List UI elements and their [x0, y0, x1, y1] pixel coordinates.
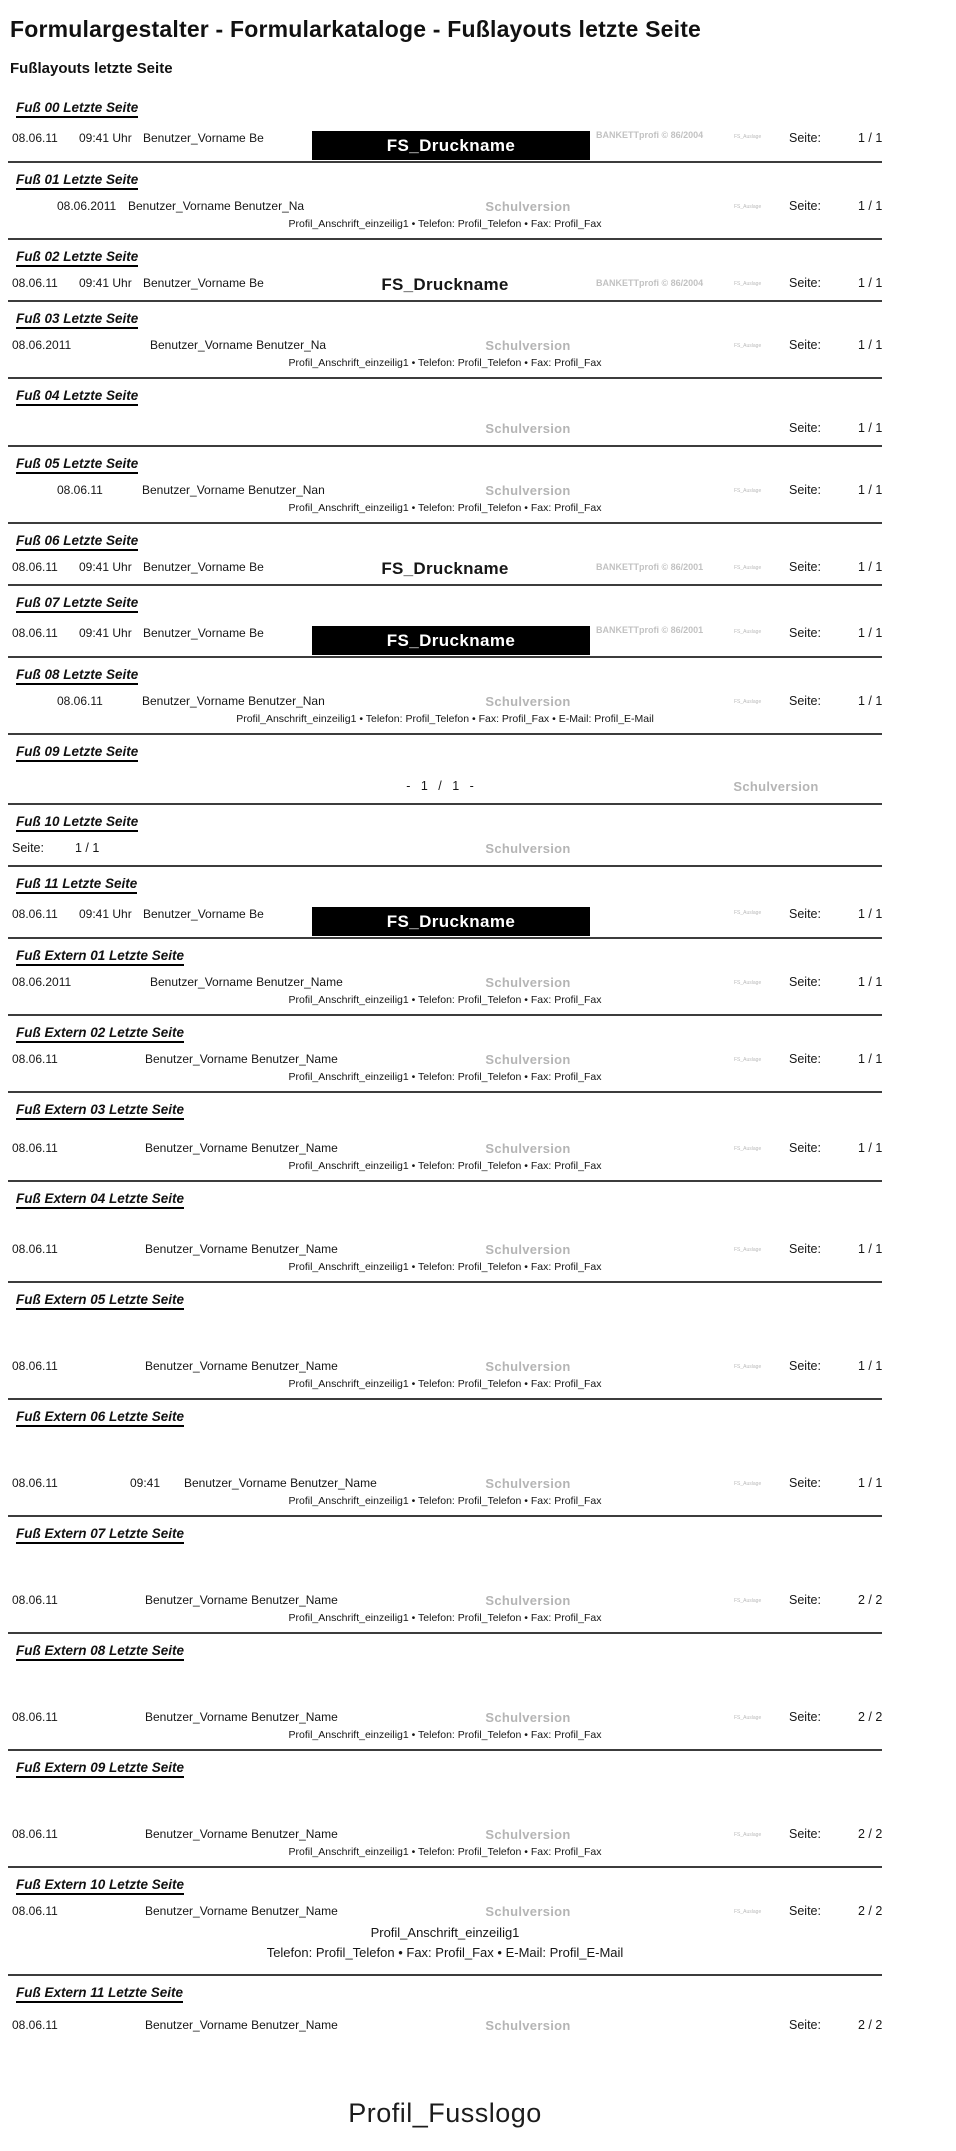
- seite-label: Seite:: [789, 131, 821, 145]
- watermark-text: Schulversion: [485, 483, 571, 498]
- footer-sample-row: [0, 973, 956, 991]
- small-print: FS_Auslage: [734, 281, 762, 287]
- section-fuss-00: [0, 91, 956, 163]
- watermark-text: Schulversion: [485, 975, 571, 990]
- footer-sample-row: [0, 618, 956, 648]
- user-text: Benutzer_Vorname Benutzer_Name: [145, 1593, 338, 1607]
- section-title: Fuß Extern 10 Letzte Seite: [16, 1877, 184, 1895]
- small-print: FS_Auslage: [734, 1909, 762, 1915]
- page-value: 2 / 2: [858, 2018, 883, 2032]
- user-text: Benutzer_Vorname Benutzer_Name: [145, 1141, 338, 1155]
- page-value: 1 / 1: [858, 1476, 883, 1490]
- druckname-text: FS_Druckname: [381, 559, 509, 578]
- user-text: Benutzer_Vorname Benutzer_Name: [145, 1710, 338, 1724]
- section-title: Fuß 01 Letzte Seite: [16, 172, 138, 190]
- watermark-text: Schulversion: [733, 779, 819, 794]
- watermark-text: Schulversion: [485, 199, 571, 214]
- watermark-text: Schulversion: [485, 1242, 571, 1257]
- watermark-text: Schulversion: [485, 2018, 571, 2033]
- date-text: 08.06.11: [12, 1904, 58, 1918]
- section-fuss-10: [0, 805, 956, 867]
- section-title: Fuß Extern 02 Letzte Seite: [16, 1025, 184, 1043]
- small-print: FS_Auslage: [734, 488, 762, 494]
- user-text: Benutzer_Vorname Be: [143, 276, 264, 290]
- footer-sample-row: [0, 1139, 956, 1157]
- watermark-text: Schulversion: [485, 1827, 571, 1842]
- watermark-text: Schulversion: [485, 1476, 571, 1491]
- page-value: 1 / 1: [858, 1242, 883, 1256]
- footer-sample-row: [0, 336, 956, 354]
- seite-label: Seite:: [12, 841, 44, 855]
- section-title: Fuß Extern 09 Letzte Seite: [16, 1760, 184, 1778]
- profile-line: Profil_Anschrift_einzeilig1 • Telefon: Profil_Telefon • Fax: Profil_Fax: [288, 1160, 602, 1172]
- section-fuss-01: [0, 163, 956, 240]
- section-fuss-04: [0, 379, 956, 447]
- user-text: Benutzer_Vorname Benutzer_Na: [128, 199, 305, 213]
- watermark-text: Schulversion: [485, 1904, 571, 1919]
- section-fuss-extern-01: [0, 939, 956, 1016]
- footer-layout-list: [0, 91, 956, 2151]
- user-text: Benutzer_Vorname Be: [143, 907, 264, 921]
- section-title: Fuß Extern 08 Letzte Seite: [16, 1643, 184, 1661]
- footer-sample-row: [0, 1240, 956, 1258]
- section-title: Fuß 09 Letzte Seite: [16, 744, 138, 762]
- section-fuss-03: [0, 302, 956, 379]
- time-text: 09:41 Uhr: [79, 131, 132, 145]
- section-fuss-extern-07: [0, 1517, 956, 1634]
- small-print: FS_Auslage: [734, 699, 762, 705]
- druckname-box: FS_Druckname: [312, 131, 590, 160]
- seite-label: Seite:: [789, 1904, 821, 1918]
- seite-label: Seite:: [789, 626, 821, 640]
- section-title: Fuß 00 Letzte Seite: [16, 100, 138, 118]
- date-text: 08.06.11: [12, 1476, 58, 1490]
- page-value: 2 / 2: [858, 1904, 883, 1918]
- small-print: FS_Auslage: [734, 1364, 762, 1370]
- section-fuss-extern-10: [0, 1868, 956, 1976]
- date-text: 08.06.11: [12, 560, 58, 574]
- seite-label: Seite:: [789, 1476, 821, 1490]
- section-fuss-extern-06: [0, 1400, 956, 1517]
- section-title: Fuß 10 Letzte Seite: [16, 814, 138, 832]
- date-text: 08.06.11: [57, 694, 103, 708]
- user-text: Benutzer_Vorname Benutzer_Name: [145, 1904, 338, 1918]
- date-text: 08.06.11: [12, 1141, 58, 1155]
- watermark-text: Schulversion: [485, 1359, 571, 1374]
- seite-label: Seite:: [789, 1052, 821, 1066]
- section-title: Fuß 02 Letzte Seite: [16, 249, 138, 267]
- footer-sample-row: [0, 274, 956, 292]
- section-fuss-05: [0, 447, 956, 524]
- profile-line: Profil_Anschrift_einzeilig1 • Telefon: Profil_Telefon • Fax: Profil_Fax: [288, 1378, 602, 1390]
- section-title: Fuß 11 Letzte Seite: [16, 876, 137, 894]
- seite-label: Seite:: [789, 975, 821, 989]
- small-print: FS_Auslage: [734, 343, 762, 349]
- seite-label: Seite:: [789, 338, 821, 352]
- footer-sample-row: [0, 1591, 956, 1609]
- small-print: FS_Auslage: [734, 910, 762, 916]
- footer-sample-row: [0, 899, 956, 929]
- page-value: 1 / 1: [858, 131, 883, 145]
- page-value: 2 / 2: [858, 1827, 883, 1841]
- page-value: 1 / 1: [858, 338, 883, 352]
- small-print: FS_Auslage: [734, 1057, 762, 1063]
- footer-sample-row: [0, 1708, 956, 1726]
- seite-label: Seite:: [789, 483, 821, 497]
- druckname-box: FS_Druckname: [312, 907, 590, 936]
- profile-line: Profil_Anschrift_einzeilig1 • Telefon: Profil_Telefon • Fax: Profil_Fax • E-Mail: Profil_E-Mail: [236, 713, 654, 725]
- user-text: Benutzer_Vorname Be: [143, 131, 264, 145]
- section-fuss-extern-02: [0, 1016, 956, 1093]
- profile-line: Profil_Anschrift_einzeilig1 • Telefon: Profil_Telefon • Fax: Profil_Fax: [288, 1071, 602, 1083]
- profile-line: Profil_Anschrift_einzeilig1 • Telefon: Profil_Telefon • Fax: Profil_Fax: [288, 1495, 602, 1507]
- small-print: FS_Auslage: [734, 204, 762, 210]
- footer-sample-row: [0, 481, 956, 499]
- copyright-text: BANKETTprofi © 86/2004: [596, 278, 704, 288]
- small-print: FS_Auslage: [734, 629, 762, 635]
- date-text: 08.06.11: [12, 1593, 58, 1607]
- section-title: Fuß Extern 01 Letzte Seite: [16, 948, 184, 966]
- small-print: FS_Auslage: [734, 134, 762, 140]
- seite-label: Seite:: [789, 1710, 821, 1724]
- date-text: 08.06.11: [12, 1052, 58, 1066]
- seite-label: Seite:: [789, 1242, 821, 1256]
- seite-label: Seite:: [789, 560, 821, 574]
- section-title: Fuß Extern 04 Letzte Seite: [16, 1191, 184, 1209]
- time-text: 09:41 Uhr: [79, 626, 132, 640]
- small-print: FS_Auslage: [734, 980, 762, 986]
- page-value: 1 / 1: [858, 694, 883, 708]
- page-value: 1 / 1: [858, 1141, 883, 1155]
- page-value: 2 / 2: [858, 1593, 883, 1607]
- watermark-text: Schulversion: [485, 1593, 571, 1608]
- section-fuss-08: [0, 658, 956, 735]
- profile-line: Profil_Anschrift_einzeilig1 • Telefon: Profil_Telefon • Fax: Profil_Fax: [288, 357, 602, 369]
- druckname-text: FS_Druckname: [381, 275, 509, 294]
- user-text: Benutzer_Vorname Benutzer_Na: [150, 338, 327, 352]
- page-value: 2 / 2: [858, 1710, 883, 1724]
- footer-logo: Profil_Fusslogo: [348, 2098, 542, 2128]
- profile-line: Profil_Anschrift_einzeilig1 • Telefon: Profil_Telefon • Fax: Profil_Fax: [288, 218, 602, 230]
- small-print: FS_Auslage: [734, 1598, 762, 1604]
- footer-sample-row: [0, 123, 956, 153]
- watermark-text: Schulversion: [485, 1710, 571, 1725]
- section-fuss-extern-03: [0, 1093, 956, 1182]
- user-text: Benutzer_Vorname Benutzer_Name: [145, 1827, 338, 1841]
- footer-sample-row: [0, 1357, 956, 1375]
- page-value: 1 / 1: [75, 841, 100, 855]
- section-title: Fuß Extern 03 Letzte Seite: [16, 1102, 184, 1120]
- footer-sample-row: [0, 197, 956, 215]
- user-text: Benutzer_Vorname Benutzer_Name: [145, 1052, 338, 1066]
- small-print: FS_Auslage: [734, 1481, 762, 1487]
- profile-line: Profil_Anschrift_einzeilig1 • Telefon: Profil_Telefon • Fax: Profil_Fax: [288, 502, 602, 514]
- profile-line: Profil_Anschrift_einzeilig1: [370, 1925, 520, 1940]
- section-fuss-07: [0, 586, 956, 658]
- date-text: 08.06.11: [12, 1710, 58, 1724]
- date-text: 08.06.11: [12, 131, 58, 145]
- section-fuss-09: [0, 735, 956, 805]
- time-text: 09:41 Uhr: [79, 907, 132, 921]
- seite-label: Seite:: [789, 907, 821, 921]
- profile-line: Profil_Anschrift_einzeilig1 • Telefon: Profil_Telefon • Fax: Profil_Fax: [288, 1846, 602, 1858]
- date-text: 08.06.2011: [57, 199, 117, 213]
- page-value: 1 / 1: [858, 199, 883, 213]
- watermark-text: Schulversion: [485, 841, 571, 856]
- section-title: Fuß 04 Letzte Seite: [16, 388, 138, 406]
- section-title: Fuß 05 Letzte Seite: [16, 456, 138, 474]
- footer-sample-row: [0, 1902, 956, 1920]
- section-fuss-extern-11: [0, 1976, 956, 2034]
- footer-sample-row: [0, 839, 956, 857]
- seite-label: Seite:: [789, 2018, 821, 2032]
- time-text: 09:41 Uhr: [79, 276, 132, 290]
- section-fuss-02: [0, 240, 956, 302]
- footer-sample-row: [0, 692, 956, 710]
- section-fuss-extern-08: [0, 1634, 956, 1751]
- time-text: 09:41: [130, 1476, 161, 1490]
- date-text: 08.06.11: [12, 1359, 58, 1373]
- section-title: Fuß Extern 07 Letzte Seite: [16, 1526, 184, 1544]
- date-text: 08.06.11: [12, 907, 58, 921]
- copyright-text: BANKETTprofi © 86/2001: [596, 562, 704, 572]
- page-value: 1 / 1: [858, 276, 883, 290]
- center-page-value: - 1 / 1 -: [406, 779, 474, 793]
- footer-sample-row: [0, 1050, 956, 1068]
- page-value: 1 / 1: [858, 1359, 883, 1373]
- page-value: 1 / 1: [858, 483, 883, 497]
- user-text: Benutzer_Vorname Benutzer_Name: [150, 975, 343, 989]
- small-print: FS_Auslage: [734, 1146, 762, 1152]
- seite-label: Seite:: [789, 1141, 821, 1155]
- section-fuss-extern-09: [0, 1751, 956, 1868]
- user-text: Benutzer_Vorname Benutzer_Nan: [142, 694, 325, 708]
- footer-sample-row: [0, 1825, 956, 1843]
- date-text: 08.06.11: [12, 276, 58, 290]
- user-text: Benutzer_Vorname Benutzer_Name: [145, 1242, 338, 1256]
- user-text: Benutzer_Vorname Benutzer_Name: [184, 1476, 377, 1490]
- small-print: FS_Auslage: [734, 1247, 762, 1253]
- small-print: FS_Auslage: [734, 565, 762, 571]
- section-title: Fuß 03 Letzte Seite: [16, 311, 138, 329]
- seite-label: Seite:: [789, 199, 821, 213]
- page-value: 1 / 1: [858, 907, 883, 921]
- user-text: Benutzer_Vorname Benutzer_Nan: [142, 483, 325, 497]
- section-title: Fuß 06 Letzte Seite: [16, 533, 138, 551]
- watermark-text: Schulversion: [485, 694, 571, 709]
- section-fuss-extern-04: [0, 1182, 956, 1283]
- watermark-text: Schulversion: [485, 338, 571, 353]
- date-text: 08.06.11: [57, 483, 103, 497]
- small-print: FS_Auslage: [734, 1715, 762, 1721]
- section-fuss-extern-05: [0, 1283, 956, 1400]
- user-text: Benutzer_Vorname Benutzer_Name: [145, 1359, 338, 1373]
- section-fuss-11: [0, 867, 956, 939]
- seite-label: Seite:: [789, 694, 821, 708]
- profile-line: Profil_Anschrift_einzeilig1 • Telefon: Profil_Telefon • Fax: Profil_Fax: [288, 1261, 602, 1273]
- druckname-box: FS_Druckname: [312, 626, 590, 655]
- seite-label: Seite:: [789, 421, 821, 435]
- profile-line: Profil_Anschrift_einzeilig1 • Telefon: Profil_Telefon • Fax: Profil_Fax: [288, 1729, 602, 1741]
- user-text: Benutzer_Vorname Benutzer_Name: [145, 2018, 338, 2032]
- seite-label: Seite:: [789, 1359, 821, 1373]
- footer-sample-row: [0, 2016, 956, 2034]
- page-value: 1 / 1: [858, 626, 883, 640]
- section-title: Fuß Extern 11 Letzte Seite: [16, 1985, 183, 2003]
- seite-label: Seite:: [789, 1593, 821, 1607]
- footer-sample-row: [0, 419, 956, 437]
- section-title: Fuß Extern 06 Letzte Seite: [16, 1409, 184, 1427]
- user-text: Benutzer_Vorname Be: [143, 626, 264, 640]
- date-text: 08.06.11: [12, 2018, 58, 2032]
- watermark-text: Schulversion: [485, 1052, 571, 1067]
- section-fuss-06: [0, 524, 956, 586]
- copyright-text: BANKETTprofi © 86/2004: [596, 130, 704, 140]
- page-title: Formulargestalter - Formularkataloge - Fußlayouts letzte Seite: [10, 16, 702, 42]
- page-value: 1 / 1: [858, 975, 883, 989]
- user-text: Benutzer_Vorname Be: [143, 560, 264, 574]
- profile-line: Telefon: Profil_Telefon • Fax: Profil_Fax • E-Mail: Profil_E-Mail: [266, 1945, 624, 1960]
- watermark-text: Schulversion: [485, 421, 571, 436]
- seite-label: Seite:: [789, 1827, 821, 1841]
- profile-line: Profil_Anschrift_einzeilig1 • Telefon: Profil_Telefon • Fax: Profil_Fax: [288, 1612, 602, 1624]
- time-text: 09:41 Uhr: [79, 560, 132, 574]
- copyright-text: BANKETTprofi © 86/2001: [596, 625, 704, 635]
- section-title: Fuß 08 Letzte Seite: [16, 667, 138, 685]
- date-text: 08.06.2011: [12, 338, 72, 352]
- small-print: FS_Auslage: [734, 1832, 762, 1838]
- footer-sample-row: [0, 558, 956, 576]
- profile-line: Profil_Anschrift_einzeilig1 • Telefon: Profil_Telefon • Fax: Profil_Fax: [288, 994, 602, 1006]
- page-value: 1 / 1: [858, 1052, 883, 1066]
- footer-sample-row: [0, 777, 956, 795]
- watermark-text: Schulversion: [485, 1141, 571, 1156]
- footer-sample-row: [0, 1474, 956, 1492]
- date-text: 08.06.2011: [12, 975, 72, 989]
- page-value: 1 / 1: [858, 421, 883, 435]
- seite-label: Seite:: [789, 276, 821, 290]
- page-subtitle: Fußlayouts letzte Seite: [10, 60, 173, 77]
- section-title: Fuß 07 Letzte Seite: [16, 595, 138, 613]
- page-value: 1 / 1: [858, 560, 883, 574]
- date-text: 08.06.11: [12, 626, 58, 640]
- date-text: 08.06.11: [12, 1827, 58, 1841]
- date-text: 08.06.11: [12, 1242, 58, 1256]
- catalog-page: [0, 16, 956, 2151]
- section-title: Fuß Extern 05 Letzte Seite: [16, 1292, 184, 1310]
